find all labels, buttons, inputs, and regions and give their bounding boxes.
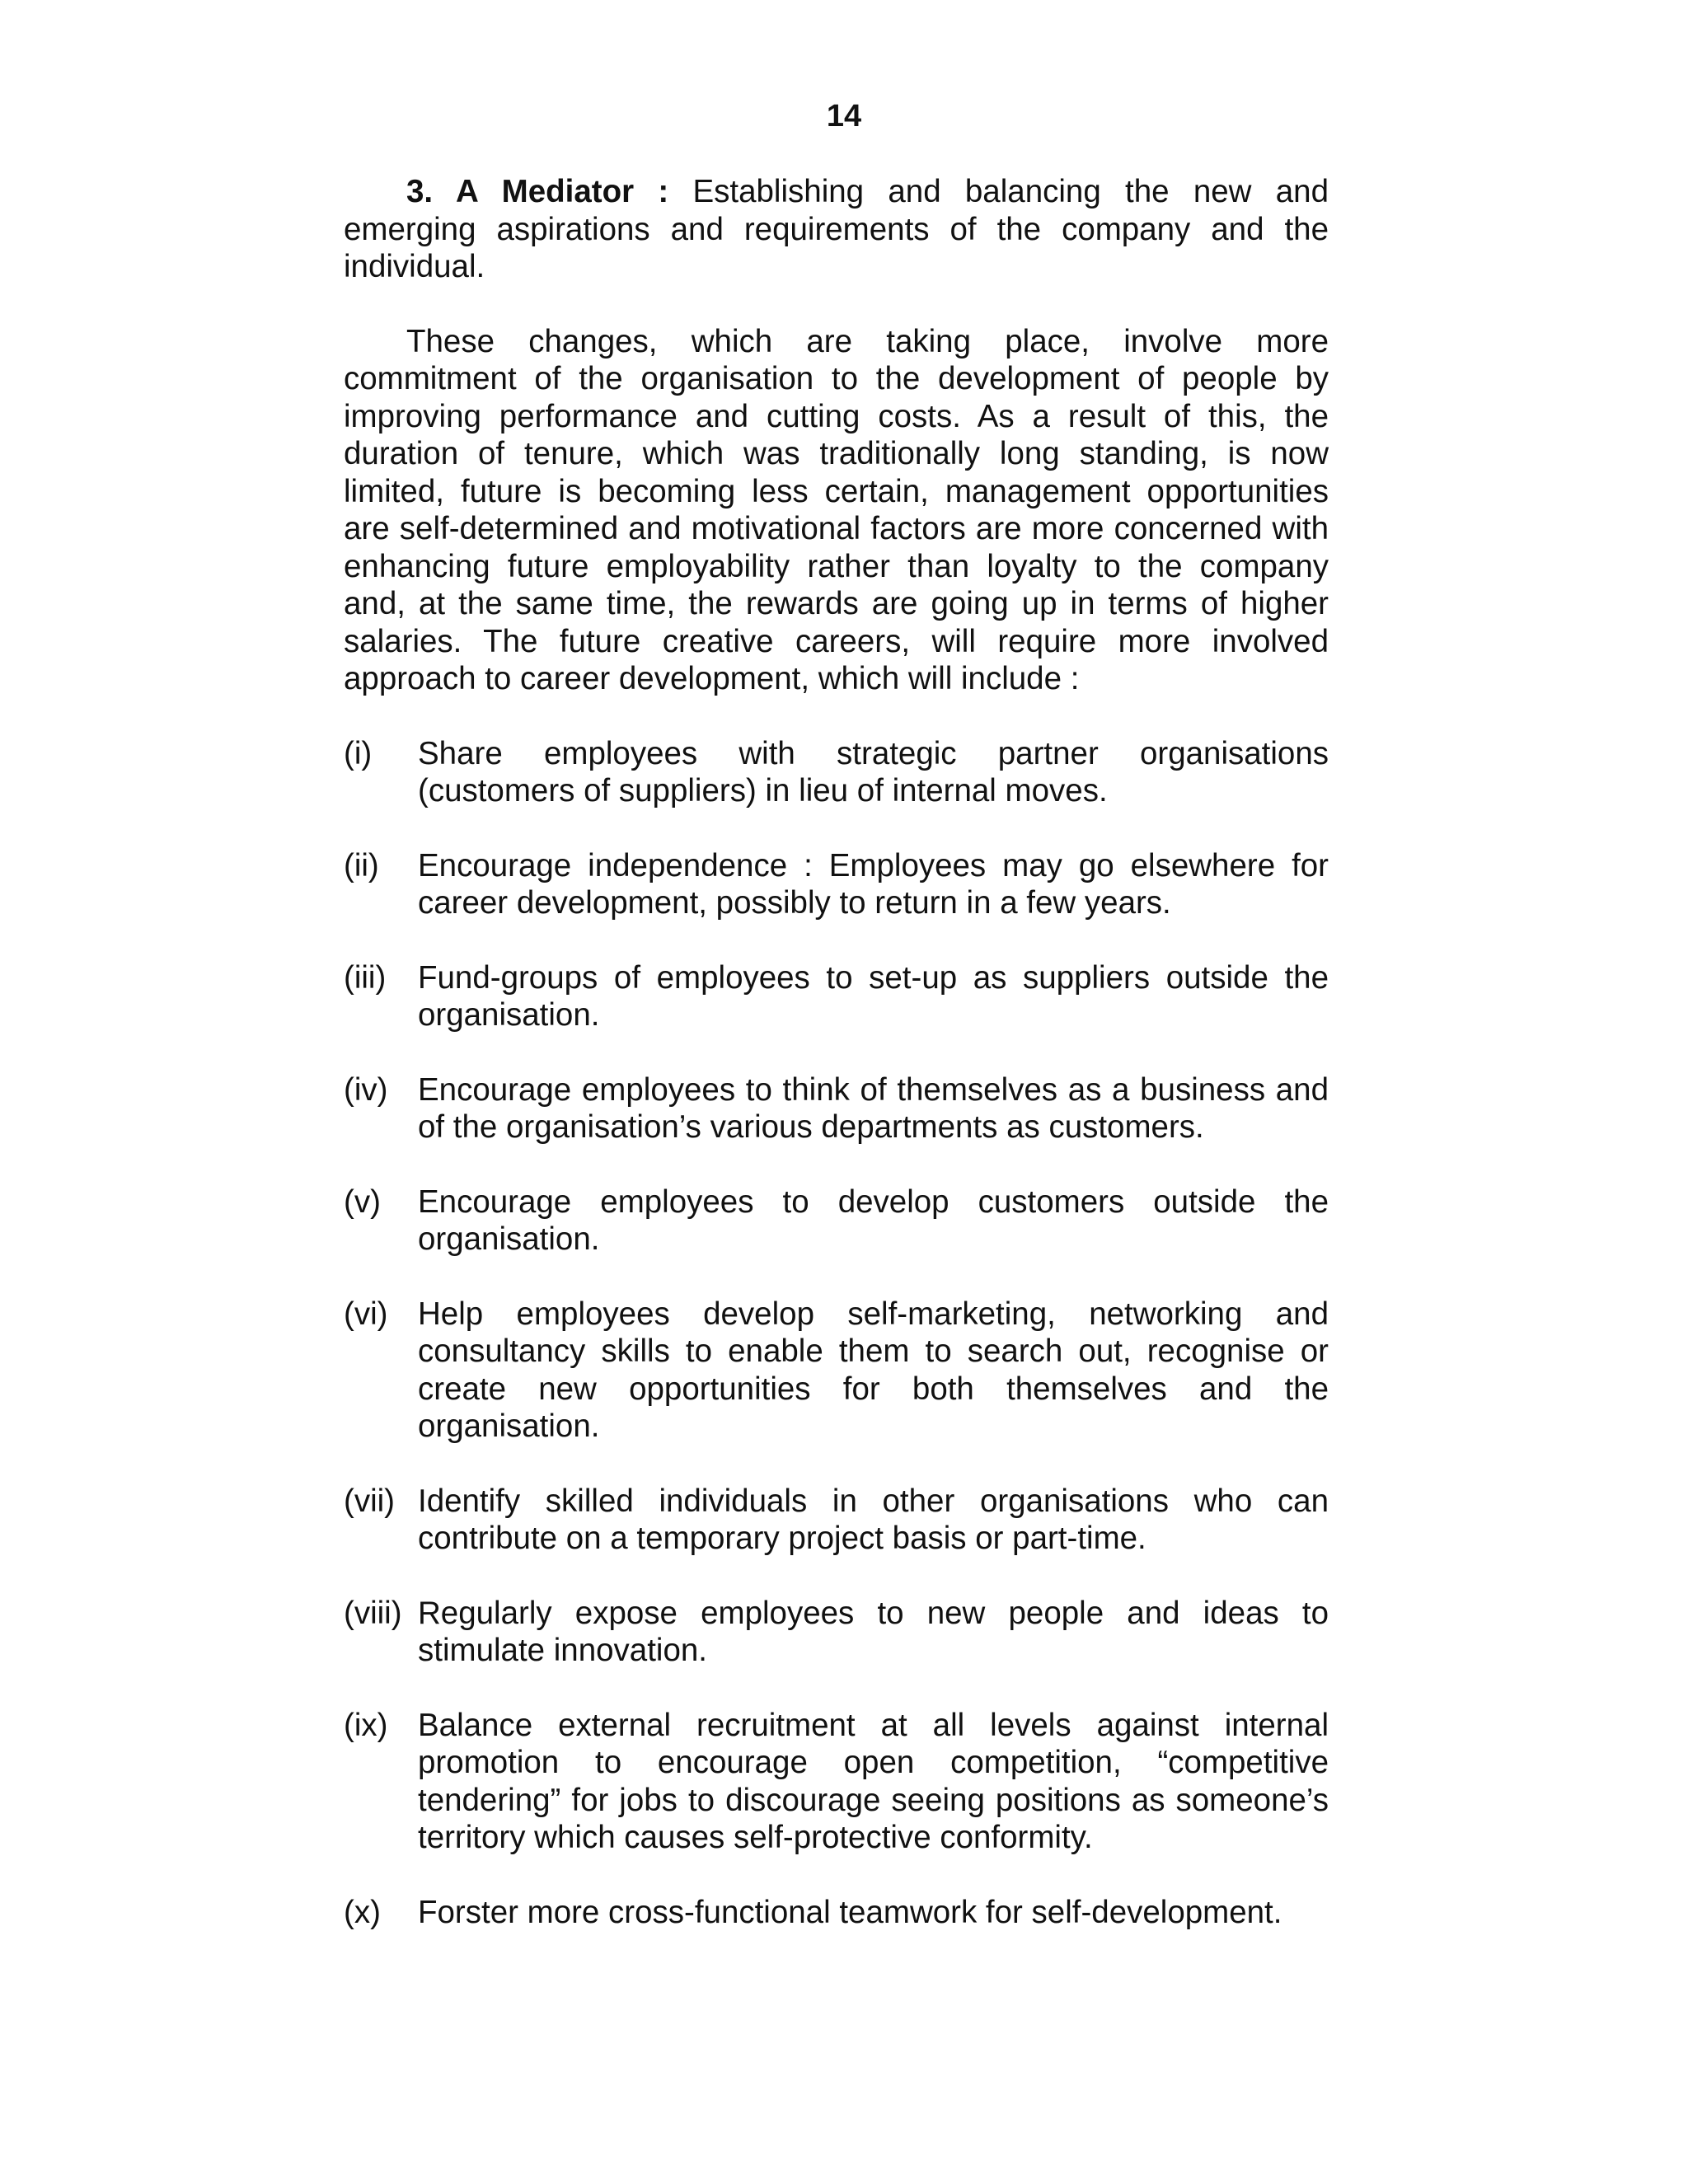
list-item-text: Forster more cross-functional teamwork for self-development. [418, 1894, 1282, 1930]
mediator-heading: 3. A Mediator : [406, 174, 669, 209]
list-marker: (vi) [344, 1296, 388, 1332]
list-marker: (iv) [344, 1071, 388, 1108]
list-item-text: Share employees with strategic partner organisations (customers of suppliers) in lieu of internal moves. [418, 735, 1329, 808]
list-item [344, 959, 1329, 1034]
list-item-text: Identify skilled individuals in other organisations who can contribute on a temporary project basis or part-time. [418, 1483, 1329, 1556]
page-number: 14 [826, 99, 862, 134]
list-marker: (ix) [344, 1707, 388, 1743]
list-item-text: Balance external recruitment at all levels against internal promotion to encourage open competition, “competitive tendering” for jobs to discourage seeing positions as someone’s territory which causes self-protective conformity. [418, 1707, 1329, 1855]
list-item [344, 735, 1329, 810]
list-item-text: Fund-groups of employees to set-up as suppliers outside the organisation. [418, 959, 1329, 1033]
list-marker: (iii) [344, 959, 387, 996]
list-item [344, 1071, 1329, 1146]
list-item-text: Help employees develop self-marketing, networking and consultancy skills to enable them to search out, recognise or create new opportunities for both themselves and the organisation. [418, 1296, 1329, 1444]
list-item-text: Encourage employees to develop customers outside the organisation. [418, 1183, 1329, 1257]
list-marker: (ii) [344, 847, 379, 883]
list-item [344, 1894, 1329, 1932]
body-paragraph: These changes, which are taking place, involve more commitment of the organisation to the development of people by improving performance and cutting costs. As a result of this, the duration of tenure, which was traditionally long standing, is now limited, future is becoming less certain, management opportunities are self-determined and motivational factors are more concerned with enhancing future employability rather than loyalty to the company and, at the same time, the rewards are going up in terms of higher salaries. The future creative careers, will require more involved approach to career development, which will include : [344, 323, 1329, 696]
text-column [344, 173, 1329, 1968]
list-marker: (viii) [344, 1595, 402, 1631]
list-item-text: Encourage independence : Employees may go elsewhere for career development, possibly to return in a few years. [418, 847, 1329, 921]
list-item [344, 1183, 1329, 1258]
list-marker: (i) [344, 735, 373, 771]
list-marker: (x) [344, 1894, 381, 1930]
list-item [344, 1483, 1329, 1558]
list-item [344, 1296, 1329, 1446]
list-item [344, 847, 1329, 922]
list-item [344, 1595, 1329, 1670]
list-item [344, 1707, 1329, 1857]
list-marker: (vii) [344, 1483, 395, 1519]
list-item-text: Regularly expose employees to new people and ideas to stimulate innovation. [418, 1595, 1329, 1668]
mediator-paragraph [344, 173, 1329, 286]
list-marker: (v) [344, 1183, 381, 1220]
list-item-text: Encourage employees to think of themselves as a business and of the organisation’s various departments as customers. [418, 1071, 1329, 1145]
career-development-list [344, 735, 1329, 1932]
mediator-text: Establishing and balancing the new and emerging aspirations and requirements of the company and the individual. [344, 174, 1329, 284]
